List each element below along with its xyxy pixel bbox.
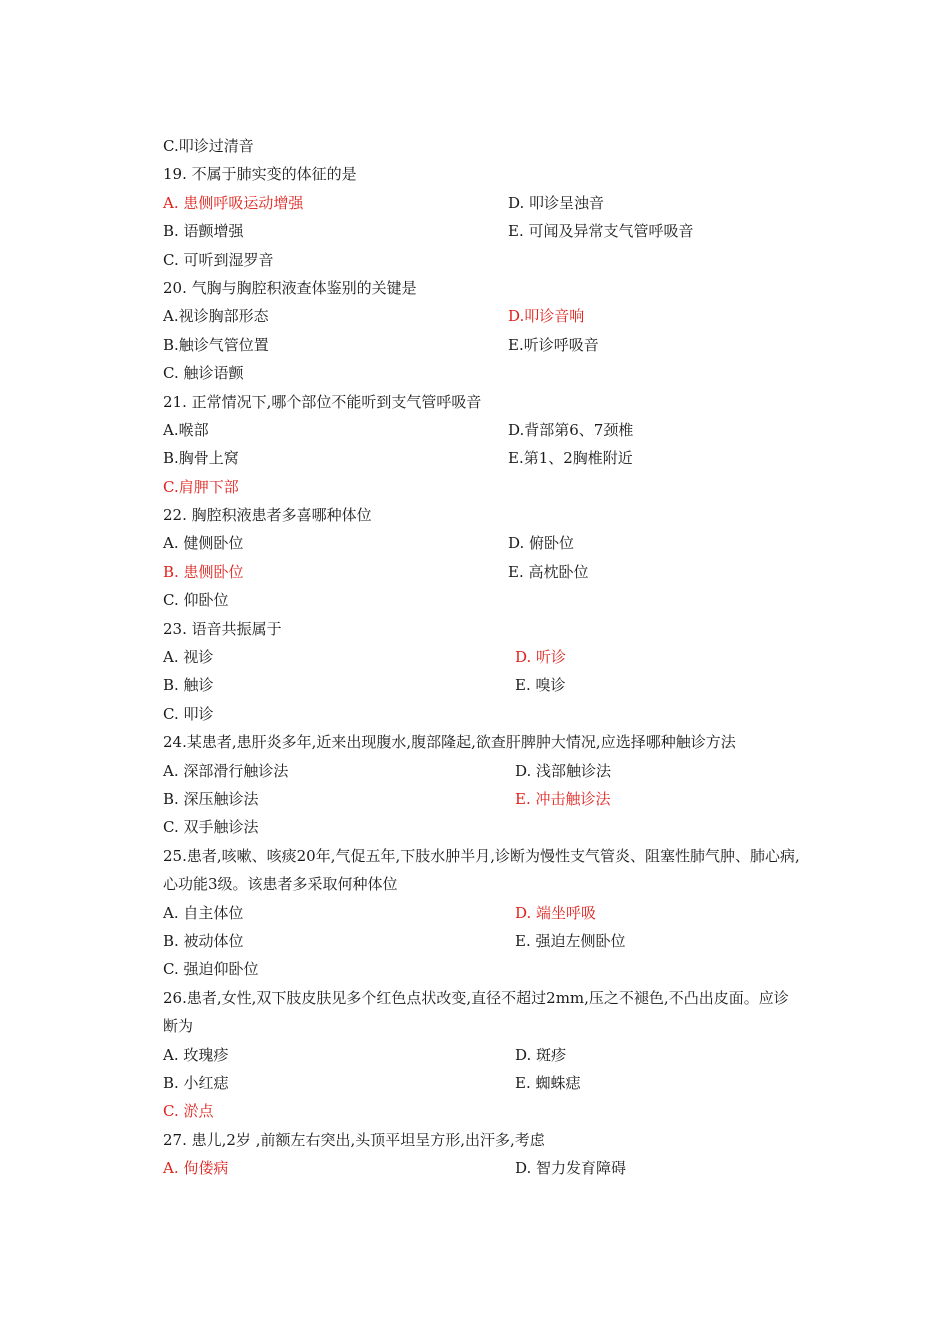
option-row — [163, 813, 803, 841]
option-left: A.喉部 — [163, 420, 209, 439]
option-row — [163, 757, 803, 785]
option-left: B. 患侧卧位 — [163, 562, 244, 581]
option-right: D. 听诊 — [515, 648, 567, 667]
option-row — [163, 473, 803, 501]
option-row — [163, 785, 803, 813]
option-right: E. 可闻及异常支气管呼吸音 — [508, 222, 694, 241]
option-left: A. 深部滑行触诊法 — [163, 761, 289, 780]
option-row — [163, 1069, 803, 1097]
question-row — [163, 842, 803, 899]
option-row — [163, 1154, 803, 1182]
option-text: C. 可听到湿罗音 — [163, 250, 274, 269]
question-text: 22. 胸腔积液患者多喜哪种体位 — [163, 506, 372, 525]
option-row — [163, 1097, 803, 1125]
option-right: D. 智力发育障碍 — [515, 1159, 627, 1178]
option-right: D. 俯卧位 — [508, 534, 575, 553]
question-text: 19. 不属于肺实变的体征的是 — [163, 165, 357, 184]
option-text: C. 强迫仰卧位 — [163, 960, 259, 979]
option-right: E.第1、2胸椎附近 — [508, 449, 633, 468]
option-row — [163, 189, 803, 217]
option-row — [163, 246, 803, 274]
option-left: B. 小红痣 — [163, 1073, 229, 1092]
option-row — [163, 899, 803, 927]
question-row — [163, 388, 803, 416]
question-text: 24.某患者,患肝炎多年,近来出现腹水,腹部隆起,欲查肝脾肿大情况,应选择哪种触诊方法 — [163, 733, 736, 752]
option-left: B. 触诊 — [163, 676, 214, 695]
option-left: A. 视诊 — [163, 648, 214, 667]
option-right: E. 强迫左侧卧位 — [515, 931, 626, 950]
option-right: D. 叩诊呈浊音 — [508, 193, 605, 212]
option-row — [163, 955, 803, 983]
question-row — [163, 501, 803, 529]
option-text: C.肩胛下部 — [163, 477, 239, 496]
option-left: B. 深压触诊法 — [163, 790, 259, 808]
option-left: B.胸骨上窝 — [163, 449, 239, 468]
option-row — [163, 331, 803, 359]
option-row — [163, 643, 803, 671]
question-text: 21. 正常情况下,哪个部位不能听到支气管呼吸音 — [163, 392, 482, 411]
question-row — [163, 1126, 803, 1154]
option-row — [163, 700, 803, 728]
option-row — [163, 217, 803, 245]
question-text: 23. 语音共振属于 — [163, 619, 282, 638]
option-text: C. 叩诊 — [163, 704, 214, 723]
option-text: C. 淤点 — [163, 1102, 214, 1121]
option-row — [163, 132, 803, 160]
option-right: D. 斑疹 — [515, 1045, 567, 1064]
option-left: B. 被动体位 — [163, 931, 244, 950]
option-right: E. 冲击触诊法 — [515, 790, 611, 808]
option-row — [163, 1041, 803, 1069]
option-row — [163, 444, 803, 472]
option-left: B.触诊气管位置 — [163, 335, 269, 354]
document-page — [163, 132, 803, 1183]
option-right: E. 嗅诊 — [515, 676, 566, 695]
option-left: A. 玫瑰疹 — [163, 1045, 229, 1064]
option-right: D.叩诊音响 — [508, 307, 585, 326]
option-right: D.背部第6、7颈椎 — [508, 420, 634, 439]
option-text: C.叩诊过清音 — [163, 137, 254, 155]
option-text: C. 双手触诊法 — [163, 818, 259, 837]
option-row — [163, 586, 803, 614]
option-row — [163, 359, 803, 387]
option-row — [163, 558, 803, 586]
option-right: E. 高枕卧位 — [508, 562, 589, 581]
option-row — [163, 671, 803, 699]
question-text: 27. 患儿,2岁 ,前额左右突出,头顶平坦呈方形,出汗多,考虑 — [163, 1130, 545, 1149]
option-right: E.听诊呼吸音 — [508, 335, 599, 354]
option-left: A.视诊胸部形态 — [163, 307, 269, 326]
question-row — [163, 615, 803, 643]
option-row — [163, 416, 803, 444]
option-left: A. 佝偻病 — [163, 1159, 229, 1178]
option-text: C. 仰卧位 — [163, 591, 229, 610]
question-row — [163, 984, 803, 1041]
option-right: D. 端坐呼吸 — [515, 903, 597, 922]
option-text: C. 触诊语颤 — [163, 364, 244, 383]
question-row — [163, 728, 803, 756]
option-left: A. 自主体位 — [163, 903, 244, 922]
option-row — [163, 927, 803, 955]
question-text: 26.患者,女性,双下肢皮肤见多个红色点状改变,直径不超过2mm,压之不褪色,不凸出皮面。应诊断为 — [163, 988, 789, 1036]
option-left: A. 健侧卧位 — [163, 534, 244, 553]
question-row — [163, 274, 803, 302]
option-left: B. 语颤增强 — [163, 222, 244, 241]
question-text: 20. 气胸与胸腔积液查体鉴别的关键是 — [163, 278, 417, 297]
question-text: 25.患者,咳嗽、咳痰20年,气促五年,下肢水肿半月,诊断为慢性支气管炎、阻塞性肺气肿、肺心病,心功能3级。该患者多采取何种体位 — [163, 846, 800, 894]
option-row — [163, 302, 803, 330]
question-row — [163, 160, 803, 188]
option-left: A. 患侧呼吸运动增强 — [163, 193, 304, 212]
option-right: D. 浅部触诊法 — [515, 761, 612, 780]
option-right: E. 蜘蛛痣 — [515, 1073, 581, 1092]
option-row — [163, 529, 803, 557]
